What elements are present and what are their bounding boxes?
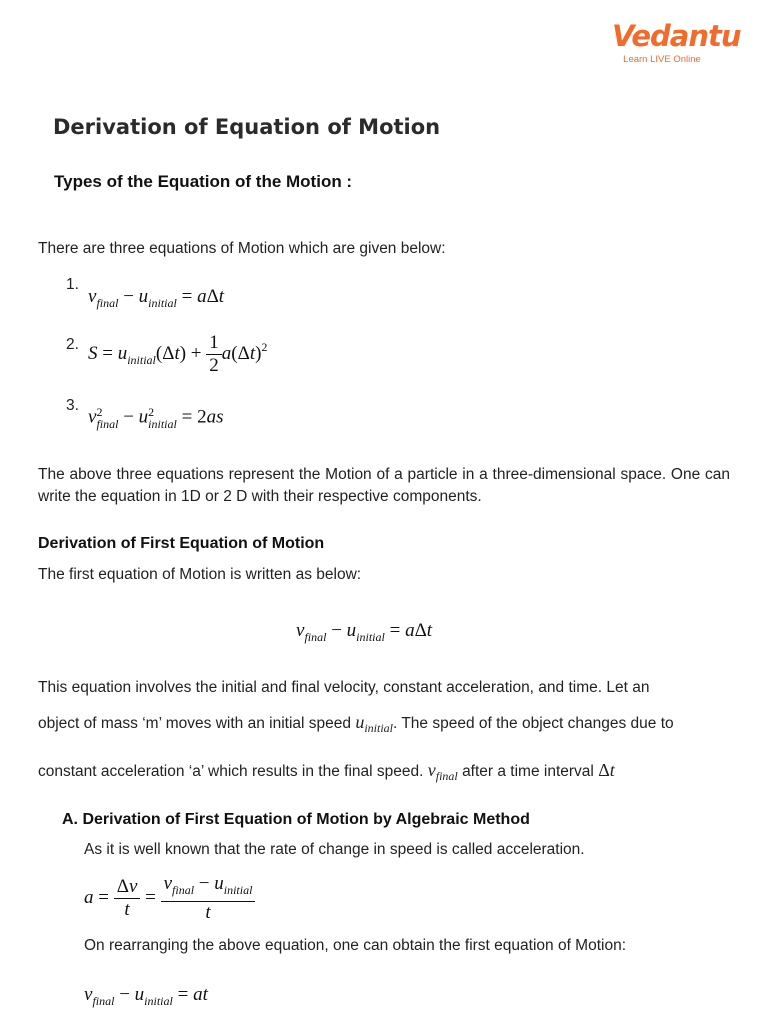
section-subtitle: Types of the Equation of the Motion : <box>54 172 353 191</box>
first-equation-para-line1: This equation involves the initial and final velocity, constant acceleration, and time. Let an <box>38 679 650 696</box>
first-equation-display: $v_{final} - u_{initial} = a\Delta t$ <box>296 620 433 644</box>
equation-number-1: 1. <box>66 276 79 293</box>
section-a-heading <box>62 811 530 829</box>
equation-number-3: 3. <box>66 397 79 414</box>
section-a-line1: As it is well known that the rate of change in speed is called acceleration. <box>84 841 585 858</box>
first-equation-para-line2: object of mass ‘m’ moves with an initial speed $u_{initial}$. The speed of the object changes due to <box>38 712 674 735</box>
acceleration-equation: a = $\frac{\Delta v}{t}$ = $\frac{v_{final} - u_{initial}}{t}$ <box>84 873 255 924</box>
first-equation-para-line3: constant acceleration ‘a’ which results in the final speed. $v_{final}$ after a time interval Δt <box>38 760 615 783</box>
section-a-line2: On rearranging the above equation, one can obtain the first equation of Motion: <box>84 937 627 954</box>
first-equation-heading: Derivation of First Equation of Motion <box>38 535 325 552</box>
logo-tagline: Learn LIVE Online <box>623 54 701 65</box>
equation-3: v 2 final − u 2 initial = 2as <box>88 405 224 431</box>
logo-wordmark: Vedantu <box>612 19 741 53</box>
three-equations-paragraph: The above three equations represent the Motion of a particle in a three-dimensional space. One can write the equation in 1D or 2 D with their respective components. <box>38 466 730 505</box>
section-a-label: A. <box>62 811 78 828</box>
first-equation-intro: The first equation of Motion is written as below: <box>38 566 362 583</box>
equation-1: $v_{final} - u_{initial} = a\Delta t$ <box>88 286 225 310</box>
section-a-title: Derivation of First Equation of Motion by Algebraic Method <box>82 811 530 828</box>
first-equation-result: $v_{final} - u_{initial}$ = at <box>84 984 208 1008</box>
equation-2: $S = u_{initial}(\Delta t)$ + $\frac{1}{2}$ $a(\Delta t)^2$ <box>88 332 268 376</box>
intro-text: There are three equations of Motion which are given below: <box>38 240 446 257</box>
page-title: Derivation of Equation of Motion <box>53 115 441 139</box>
equation-number-2: 2. <box>66 336 79 353</box>
vedantu-logo <box>612 19 741 66</box>
